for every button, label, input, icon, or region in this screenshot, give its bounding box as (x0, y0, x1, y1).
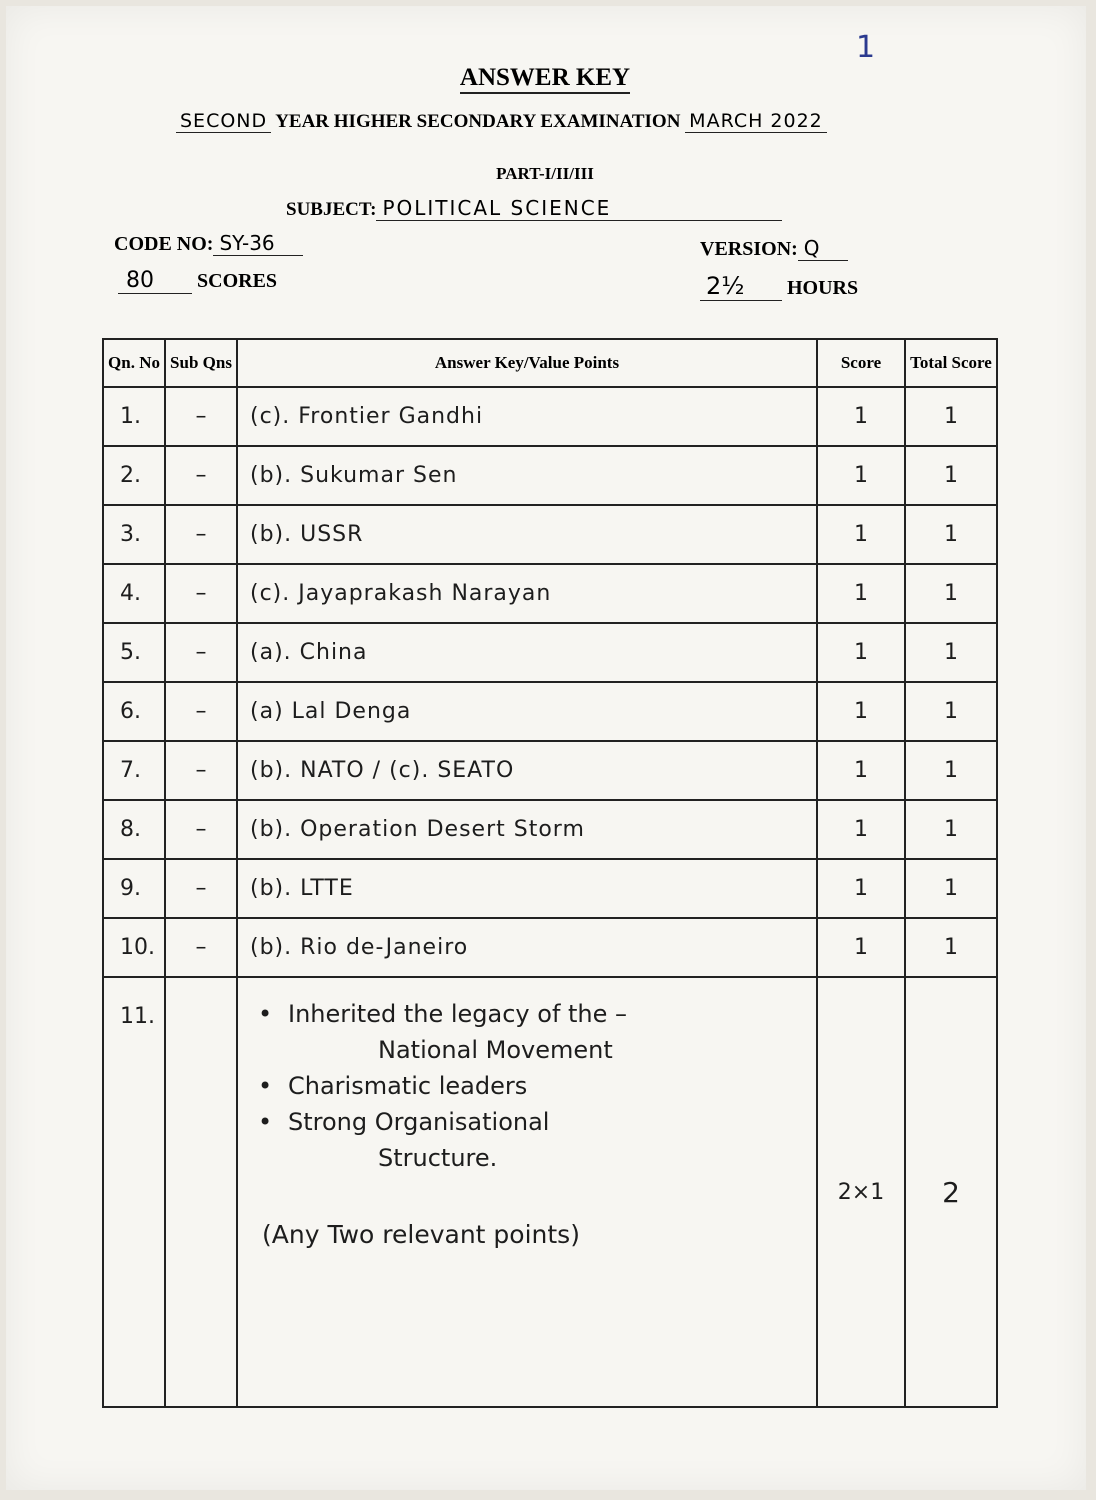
table-row (103, 387, 997, 446)
code-line (114, 231, 303, 256)
qn-cell: 7. (103, 741, 165, 800)
table-row (103, 446, 997, 505)
header-total: Total Score (905, 339, 997, 387)
score-cell: 1 (817, 800, 905, 859)
table-row (103, 800, 997, 859)
page-mark: 1 (856, 30, 876, 65)
hours-line (700, 272, 858, 301)
subject-field: POLITICAL SCIENCE (376, 196, 782, 221)
page-title (6, 64, 1084, 92)
table-row-q11 (103, 977, 997, 1407)
total-cell: 1 (905, 800, 997, 859)
table-row (103, 918, 997, 977)
bullet-icon: • (258, 1000, 273, 1028)
answer-points-cell (237, 977, 817, 1407)
code-label: CODE NO: (114, 233, 214, 255)
exam-label: YEAR HIGHER SECONDARY EXAMINATION (275, 111, 681, 132)
qn-cell: 2. (103, 446, 165, 505)
sub-cell: – (165, 505, 237, 564)
value-points-list (238, 996, 816, 1176)
qn-cell: 4. (103, 564, 165, 623)
total-cell: 1 (905, 623, 997, 682)
qn-cell: 9. (103, 859, 165, 918)
total-cell: 1 (905, 741, 997, 800)
table-header-row (103, 339, 997, 387)
version-line (700, 236, 848, 261)
hours-label: HOURS (787, 277, 859, 299)
score-cell: 1 (817, 682, 905, 741)
bullet-icon: • (258, 1072, 273, 1100)
total-cell: 1 (905, 564, 997, 623)
answer-table (102, 338, 998, 1408)
score-cell: 1 (817, 564, 905, 623)
qn-cell: 5. (103, 623, 165, 682)
value-point (258, 1068, 816, 1104)
total-cell: 1 (905, 387, 997, 446)
sub-cell: – (165, 446, 237, 505)
header-sub: Sub Qns (165, 339, 237, 387)
sub-cell: – (165, 800, 237, 859)
sub-cell: – (165, 564, 237, 623)
table-row (103, 682, 997, 741)
sub-cell: – (165, 918, 237, 977)
answer-cell: (a). China (237, 623, 817, 682)
bullet-icon: • (258, 1108, 273, 1136)
score-cell: 1 (817, 505, 905, 564)
value-point-continuation: National Movement (378, 1036, 613, 1064)
table-row (103, 564, 997, 623)
sub-cell: – (165, 741, 237, 800)
total-cell: 1 (905, 505, 997, 564)
score-cell: 1 (817, 446, 905, 505)
version-label: VERSION: (700, 238, 798, 260)
table-row (103, 623, 997, 682)
marking-note: (Any Two relevant points) (262, 1220, 580, 1249)
table-row (103, 859, 997, 918)
total-cell: 2 (905, 977, 997, 1407)
answer-cell: (b). Sukumar Sen (237, 446, 817, 505)
answer-key-sheet (6, 6, 1086, 1490)
header-score: Score (817, 339, 905, 387)
value-point-text: Strong Organisational (288, 1108, 550, 1136)
sub-cell: – (165, 859, 237, 918)
score-cell: 1 (817, 918, 905, 977)
answer-cell: (b). Operation Desert Storm (237, 800, 817, 859)
exam-line (176, 110, 827, 133)
scores-field: 80 (118, 268, 192, 294)
qn-cell: 10. (103, 918, 165, 977)
subject-label: SUBJECT: (286, 199, 377, 220)
answer-cell: (b). Rio de-Janeiro (237, 918, 817, 977)
scores-label: SCORES (197, 270, 278, 292)
qn-cell: 8. (103, 800, 165, 859)
total-cell: 1 (905, 859, 997, 918)
sub-cell (165, 977, 237, 1407)
header-qn: Qn. No (103, 339, 165, 387)
answer-cell: (a) Lal Denga (237, 682, 817, 741)
code-field: SY-36 (213, 231, 303, 256)
sub-cell: – (165, 387, 237, 446)
answer-cell: (b). LTTE (237, 859, 817, 918)
scores-line (118, 268, 277, 294)
score-cell: 1 (817, 859, 905, 918)
score-cell: 1 (817, 387, 905, 446)
score-cell: 1 (817, 623, 905, 682)
value-point (258, 1104, 816, 1176)
part-label: PART-I/II/III (496, 164, 594, 183)
score-cell: 2×1 (817, 977, 905, 1407)
score-cell: 1 (817, 741, 905, 800)
total-cell: 1 (905, 446, 997, 505)
answer-cell: (b). USSR (237, 505, 817, 564)
answer-cell: (c). Frontier Gandhi (237, 387, 817, 446)
qn-cell: 11. (103, 977, 165, 1407)
year-field: SECOND (176, 110, 271, 133)
hours-field: 2½ (700, 272, 782, 301)
value-point-continuation: Structure. (378, 1144, 498, 1172)
month-year-field: MARCH 2022 (685, 110, 827, 133)
value-point-text: Inherited the legacy of the – (288, 1000, 628, 1028)
sub-cell: – (165, 623, 237, 682)
title-text: ANSWER KEY (460, 64, 630, 94)
total-cell: 1 (905, 918, 997, 977)
sub-cell: – (165, 682, 237, 741)
answer-cell: (b). NATO / (c). SEATO (237, 741, 817, 800)
table-row (103, 741, 997, 800)
table-row (103, 505, 997, 564)
total-cell: 1 (905, 682, 997, 741)
header-answer: Answer Key/Value Points (237, 339, 817, 387)
version-field: Q (798, 236, 848, 261)
value-point (258, 996, 816, 1068)
qn-cell: 1. (103, 387, 165, 446)
qn-cell: 6. (103, 682, 165, 741)
subject-line (286, 196, 782, 221)
value-point-text: Charismatic leaders (288, 1072, 528, 1100)
qn-cell: 3. (103, 505, 165, 564)
answer-cell: (c). Jayaprakash Narayan (237, 564, 817, 623)
